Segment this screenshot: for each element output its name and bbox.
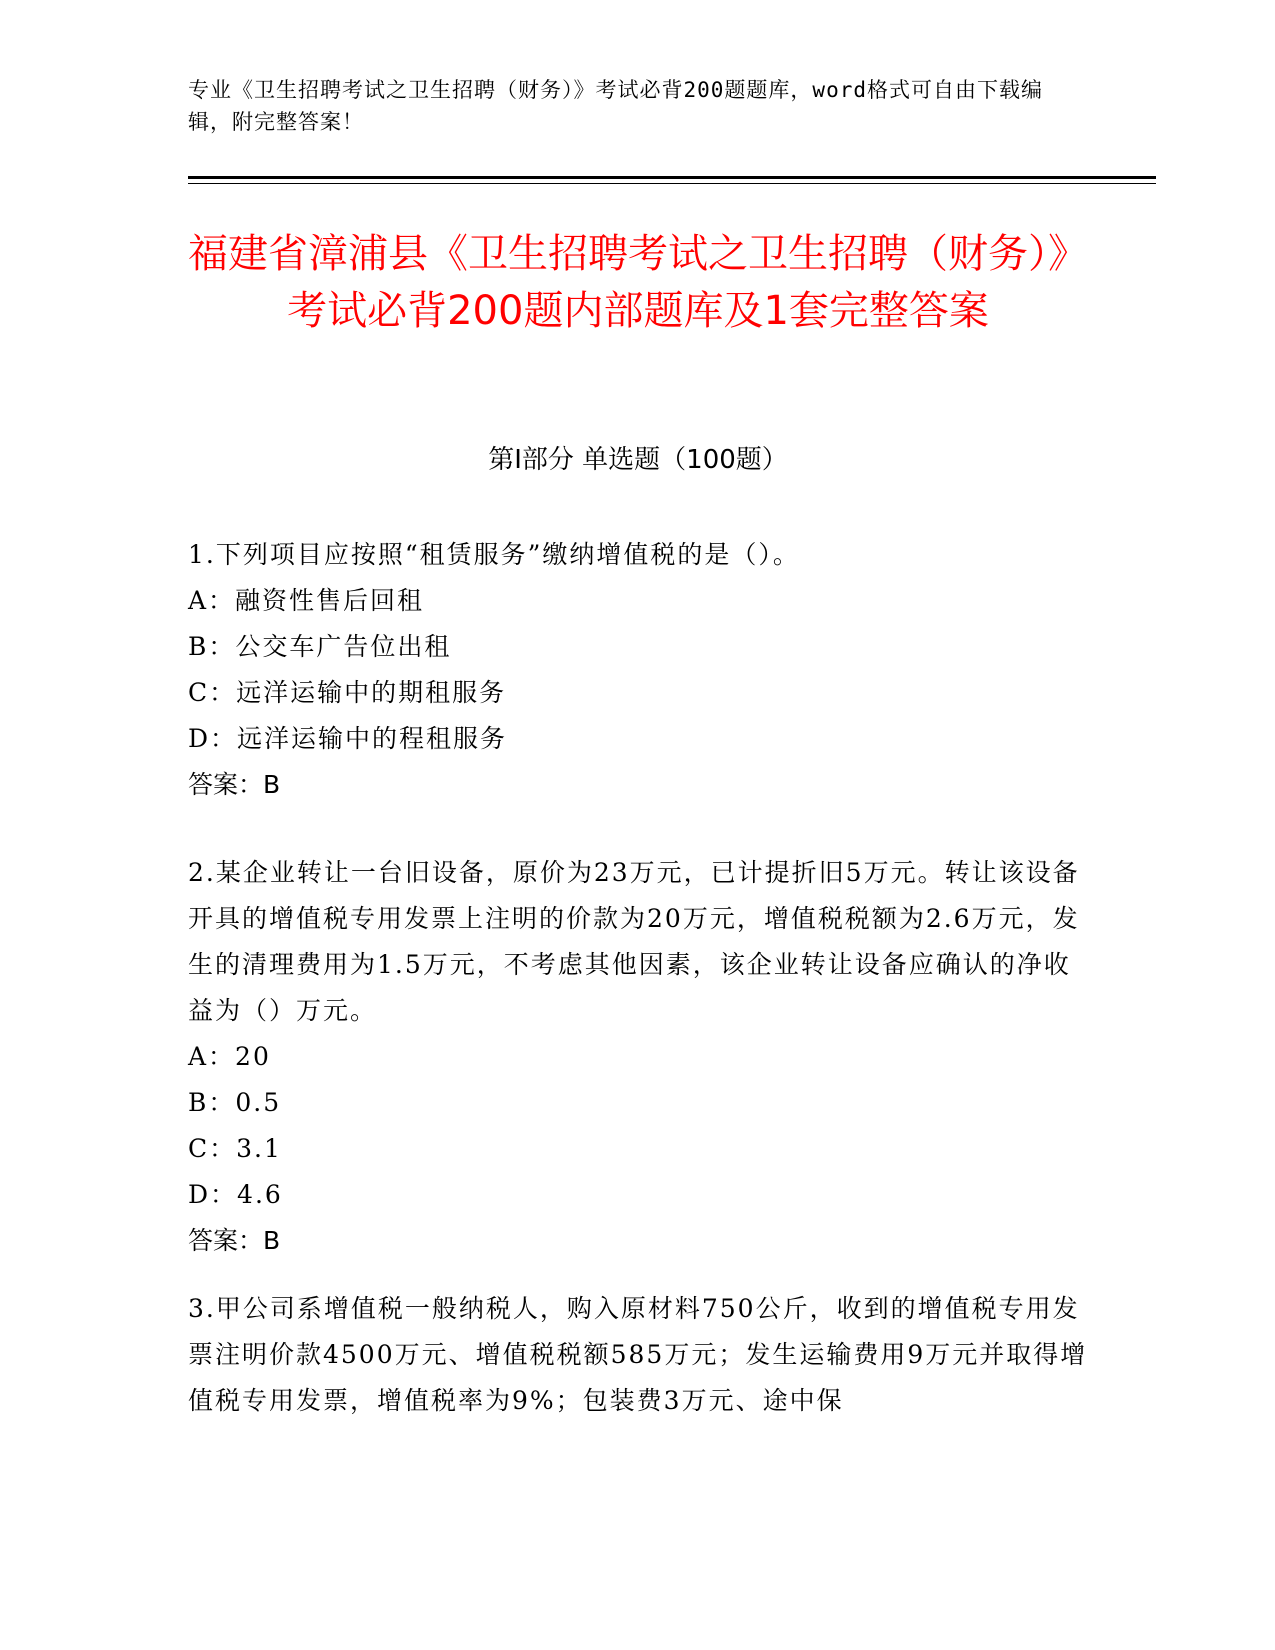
document-title: 福建省漳浦县《卫生招聘考试之卫生招聘（财务）》考试必背200题内部题库及1套完整答案 <box>188 231 1088 334</box>
answer: 答案：B <box>188 770 281 799</box>
option-c: C：3.1 <box>188 1134 282 1163</box>
question-3 <box>188 1286 1088 1424</box>
question-stem: 1.下列项目应按照“租赁服务”缴纳增值税的是（）。 <box>188 540 800 569</box>
header-divider-thin <box>188 183 1156 184</box>
question-stem: 2.某企业转让一台旧设备，原价为23万元，已计提折旧5万元。转让该设备开具的增值税专用发票上注明的价款为20万元，增值税税额为2.6万元，发生的清理费用为1.5万元，不考虑其他因素，该企业转让设备应确认的净收益为（）万元。 <box>188 858 1080 1025</box>
question-stem: 3.甲公司系增值税一般纳税人，购入原材料750公斤，收到的增值税专用发票注明价款4500万元、增值税税额585万元；发生运输费用9万元并取得增值税专用发票，增值税率为9%；包装费3万元、途中保 <box>188 1294 1088 1415</box>
option-a: A：融资性售后回租 <box>188 586 425 615</box>
header-note: 专业《卫生招聘考试之卫生招聘（财务）》考试必背200题题库，word格式可自由下载编辑，附完整答案！ <box>188 78 1043 134</box>
header-divider-thick <box>188 176 1156 179</box>
option-b: B：0.5 <box>188 1088 282 1117</box>
option-c: C：远洋运输中的期租服务 <box>188 678 507 707</box>
answer: 答案：B <box>188 1226 281 1255</box>
option-a: A：20 <box>188 1042 271 1071</box>
option-d: D：4.6 <box>188 1180 283 1209</box>
question-1 <box>188 532 1088 808</box>
section-title: 第Ⅰ部分 单选题（100题） <box>488 445 788 475</box>
option-d: D：远洋运输中的程租服务 <box>188 724 508 753</box>
question-2 <box>188 850 1088 1264</box>
option-b: B：公交车广告位出租 <box>188 632 452 661</box>
